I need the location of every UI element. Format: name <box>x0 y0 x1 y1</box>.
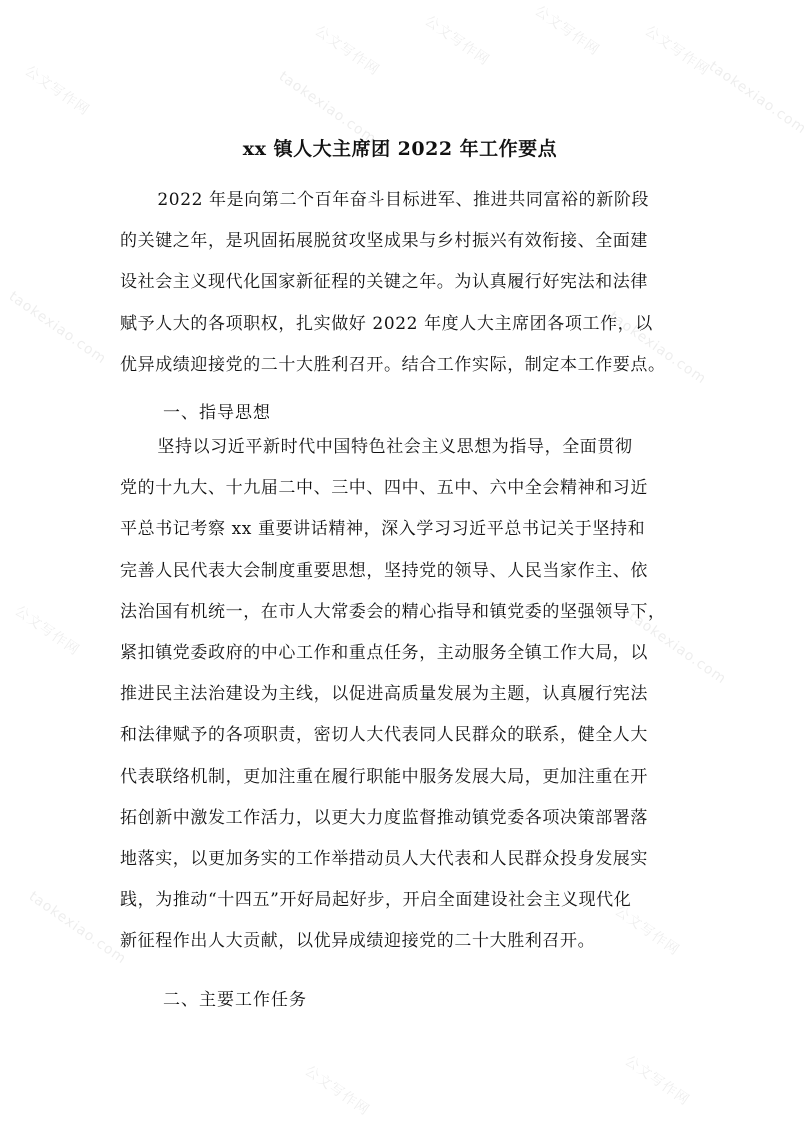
watermark-text: 公文写作网 <box>531 2 603 59</box>
section1-line: 完善人民代表大会制度重要思想，坚持党的领导、人民当家作主、依 <box>120 560 648 581</box>
watermark-text: taokexiao.com <box>25 888 130 968</box>
watermark-text: 公文写作网 <box>641 22 713 79</box>
section1-line: 拓创新中激发工作活力，以更大力度监督推动镇党委各项决策部署落 <box>120 807 648 828</box>
watermark-text: taokexiao.com <box>275 68 380 148</box>
watermark-text: 公文写作网 <box>301 1062 373 1119</box>
intro-line: 2022 年是向第二个百年奋斗目标进军、推进共同富裕的新阶段 <box>157 190 650 210</box>
section1-line: 践，为推动“十四五”开好局起好步，开启全面建设社会主义现代化 <box>120 890 632 911</box>
watermark-text: 公文写作网 <box>621 1052 693 1109</box>
section1-line: 新征程作出人大贡献，以优异成绩迎接党的二十大胜利召开。 <box>120 931 596 952</box>
section1-line: 和法律赋予的各项职责，密切人大代表同人民群众的联系，健全人大 <box>120 725 648 746</box>
watermark-text: 公文写作网 <box>421 12 493 69</box>
section1-paragraph <box>120 427 680 963</box>
section1-line: 法治国有机统一，在市人大常委会的精心指导和镇党委的坚强领导下， <box>120 601 666 622</box>
section1-line: 党的十九大、十九届二中、三中、四中、五中、六中全会精神和习近 <box>120 478 648 499</box>
intro-line: 设社会主义现代化国家新征程的关键之年。为认真履行好宪法和法律 <box>120 272 648 293</box>
watermark-text: taokexiao.com <box>705 58 809 138</box>
watermark-text: taokexiao.com <box>605 308 710 388</box>
intro-line: 的关键之年，是巩固拓展脱贫攻坚成果与乡村振兴有效衔接、全面建 <box>120 231 648 252</box>
intro-paragraph <box>120 180 680 386</box>
watermark-text: taokexiao.com <box>625 608 730 688</box>
document-title: xx 镇人大主席团 2022 年工作要点 <box>242 138 558 160</box>
section1-line: 推进民主法治建设为主线，以促进高质量发展为主题，认真履行宪法 <box>120 684 648 705</box>
section2-heading: 二、主要工作任务 <box>163 990 307 1010</box>
watermark-text: taokexiao.com <box>5 288 110 368</box>
section1-line: 代表联络机制，更加注重在履行职能中服务发展大局，更加注重在开 <box>120 766 648 787</box>
intro-line: 赋予人大的各项职权，扎实做好 2022 年度人大主席团各项工作，以 <box>120 313 653 334</box>
section1-line: 坚持以习近平新时代中国特色社会主义思想为指导，全面贯彻 <box>157 437 633 457</box>
section1-heading: 一、指导思想 <box>163 403 271 423</box>
section1-line: 地落实，以更加务实的工作举措动员人大代表和人民群众投身发展实 <box>120 849 648 870</box>
watermark-text: 公文写作网 <box>311 22 383 79</box>
section1-line: 紧扣镇党委政府的中心工作和重点任务，主动服务全镇工作大局，以 <box>120 643 648 664</box>
watermark-text: 公文写作网 <box>11 602 83 659</box>
section1-line: 平总书记考察 xx 重要讲话精神，深入学习习近平总书记关于坚持和 <box>120 519 646 540</box>
watermark-text: 公文写作网 <box>611 902 683 959</box>
intro-line: 优异成绩迎接党的二十大胜利召开。结合工作实际，制定本工作要点。 <box>120 354 666 375</box>
watermark-text: 公文写作网 <box>21 62 93 119</box>
